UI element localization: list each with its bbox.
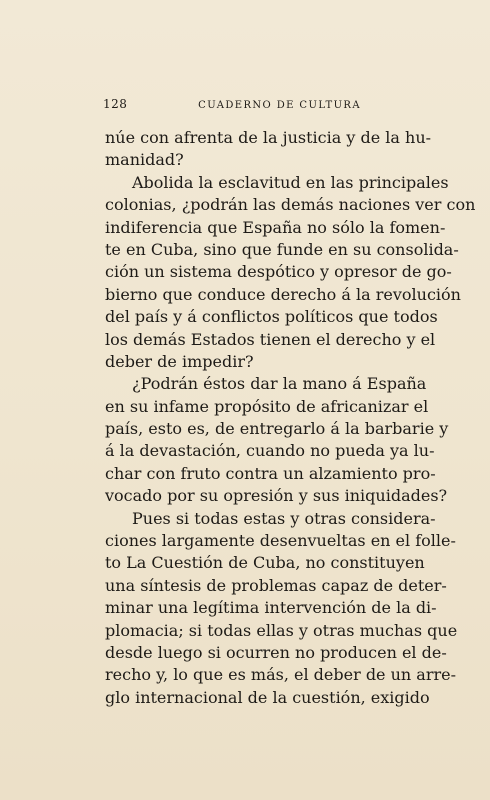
page-header [103, 97, 361, 111]
paragraph-2 [105, 172, 476, 374]
text-line: vocado por su opresión y sus iniquidades? [105, 486, 448, 506]
text-line: á la devastación, cuando no pueda ya lu- [105, 441, 435, 461]
text-line: glo internacional de la cuestión, exigido [105, 687, 430, 707]
text-line: Pues si todas estas y otras considera- [132, 508, 436, 528]
text-line: char con fruto contra un alzamiento pro- [105, 463, 436, 483]
text-line: Abolida la esclavitud en las principales [132, 172, 449, 192]
text-line: desde luego si ocurren no producen el de- [105, 642, 447, 662]
text-line: recho y, lo que es más, el deber de un arre- [105, 665, 457, 685]
text-line: colonias, ¿podrán las demás naciones ver con [105, 195, 476, 215]
text-line: ¿Podrán éstos dar la mano á España [132, 374, 427, 394]
text-line: ción un sistema despótico y opresor de go- [105, 262, 452, 282]
text-line: deber de impedir? [105, 351, 254, 371]
text-line: indiferencia que España no sólo la fomen- [105, 217, 446, 237]
text-line: ciones largamente desenvueltas en el folle- [105, 531, 456, 551]
text-line: los demás Estados tienen el derecho y el [105, 329, 436, 349]
text-line: núe con afrenta de la justicia y de la hu- [105, 128, 432, 147]
running-head: CUADERNO DE CULTURA [198, 100, 361, 111]
paragraph-4 [105, 508, 461, 710]
text-line: plomacia; si todas ellas y otras muchas que [105, 620, 458, 640]
paragraph-1 [105, 127, 461, 172]
paragraph-3 [105, 373, 461, 507]
text-line: te en Cuba, sino que funde en su consolida- [105, 239, 459, 259]
text-line: una síntesis de problemas capaz de deter- [105, 575, 447, 595]
page-number: 128 [103, 97, 128, 111]
text-line: país, esto es, de entregarlo á la barbarie y [105, 419, 449, 439]
text-line: bierno que conduce derecho á la revolución [105, 284, 461, 304]
text-line: to La Cuestión de Cuba, no constituyen [105, 553, 425, 573]
body-text [105, 127, 476, 709]
text-line: del país y á conflictos políticos que todos [105, 307, 438, 327]
text-line: manidad? [105, 150, 184, 170]
text-line: en su infame propósito de africanizar el [105, 396, 429, 416]
text-line: minar una legítima intervención de la di- [105, 598, 437, 618]
